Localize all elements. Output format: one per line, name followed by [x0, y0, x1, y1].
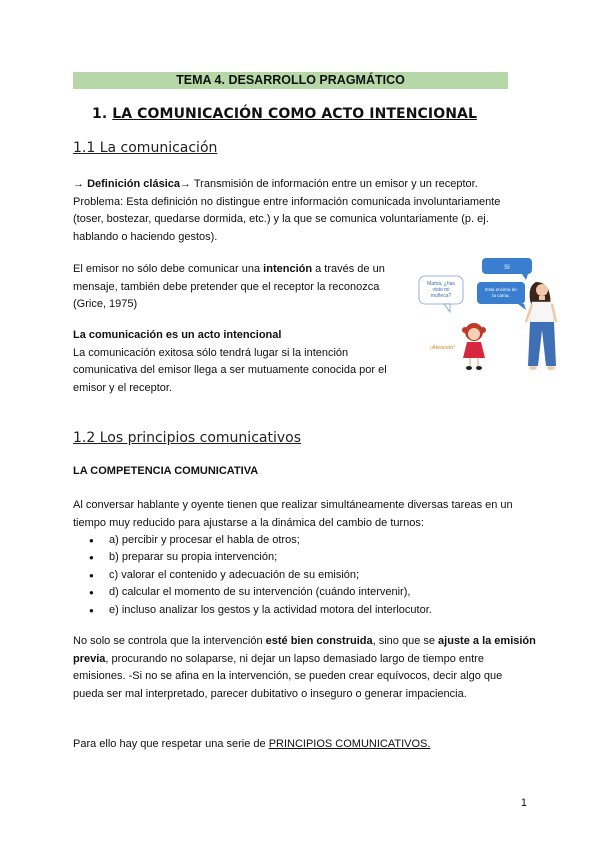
list-item: ● b) preparar su propia intervención;: [73, 549, 533, 566]
page-number: 1: [520, 797, 527, 809]
control-paragraph: [73, 633, 543, 703]
mother-bubble-text: Está encima de la cama.: [485, 287, 517, 298]
emisor-paragraph: [73, 261, 403, 314]
definition-line-4: hablando o haciendo gestos).: [73, 230, 218, 243]
section-number: 1.: [92, 106, 108, 122]
mother-figure: [526, 282, 556, 370]
control-line-1: No solo se controla que la intervención esté bien construida, sino que se ajuste a la emisión: [73, 635, 536, 647]
definition-line-1: → Definición clásica→ Transmisión de información entre un emisor y un receptor.: [73, 178, 478, 190]
list-item: ● d) calcular el momento de su intervención (cuándo intervenir),: [73, 584, 533, 601]
competencia-heading: LA COMPETENCIA COMUNICATIVA: [73, 465, 259, 477]
conversar-line-1: Al conversar hablante y oyente tienen que realizar simultáneamente diversas tareas en un: [73, 499, 513, 511]
definition-paragraph: [73, 176, 533, 246]
child-bubble-text: Mamá, ¿has visto mi muñeca?: [427, 281, 455, 299]
subheading-1-1: 1.1 La comunicación: [73, 140, 218, 156]
definition-line-2: Problema: Esta definición no distingue entre información comunicada involuntariamente: [73, 195, 501, 208]
acto-line-1: La comunicación exitosa sólo tendrá lugar si la intención: [73, 346, 349, 359]
conversar-line-2: tiempo muy reducido para ajustarse a la dinámica del cambio de turnos:: [73, 516, 424, 529]
acto-line-2: comunicativa del emisor llega a ser mutuamente conocida por el: [73, 364, 387, 376]
principios-link-text: PRINCIPIOS COMUNICATIVOS.: [268, 738, 431, 750]
acto-heading: La comunicación es un acto intencional: [73, 329, 282, 341]
list-item: ● c) valorar el contenido y adecuación de su emisión;: [73, 567, 533, 584]
emisor-line-2: mensaje, también debe pretender que el receptor la reconozca: [73, 280, 380, 293]
si-bubble-text: Sí: [504, 265, 510, 271]
list-item: ● a) percibir y procesar el habla de otros;: [73, 532, 533, 549]
child-figure: [462, 323, 486, 370]
control-line-2: previa, procurando no solaparse, ni dejar un lapso demasiado largo de tiempo entre: [73, 652, 484, 665]
conversar-paragraph: [73, 497, 533, 532]
acto-line-3: emisor y el receptor.: [73, 381, 173, 394]
emisor-line-3: (Grice, 1975): [73, 298, 138, 310]
section-title: LA COMUNICACIÓN COMO ACTO INTENCIONAL: [112, 106, 477, 122]
acto-paragraph: [73, 327, 403, 397]
subheading-1-2: 1.2 Los principios comunicativos: [73, 430, 301, 446]
control-line-4: pueda ser mal interpretado, parecer dubitativo o inseguro o generar impaciencia.: [73, 687, 467, 700]
doc-title: TEMA 4. DESARROLLO PRAGMÁTICO: [73, 72, 508, 89]
communication-illustration: [414, 254, 564, 374]
definition-line-3: (toser, bostezar, quedarse dormida, etc.) y la que se comunica voluntariamente (p. ej.: [73, 213, 489, 225]
final-paragraph: Para ello hay que respetar una serie de PRINCIPIOS COMUNICATIVOS.: [73, 738, 431, 750]
control-line-3: emisiones. -Si no se afina en la intervención, se pueden crear equívocos, decir algo que: [73, 670, 503, 682]
tasks-list: [73, 532, 533, 619]
emisor-line-1: El emisor no sólo debe comunicar una intención a través de un: [73, 263, 385, 275]
attention-text: ¡Atención!: [430, 345, 455, 351]
section-heading: [92, 106, 477, 122]
list-item: ● e) incluso analizar los gestos y la actividad motora del interlocutor.: [73, 602, 533, 619]
